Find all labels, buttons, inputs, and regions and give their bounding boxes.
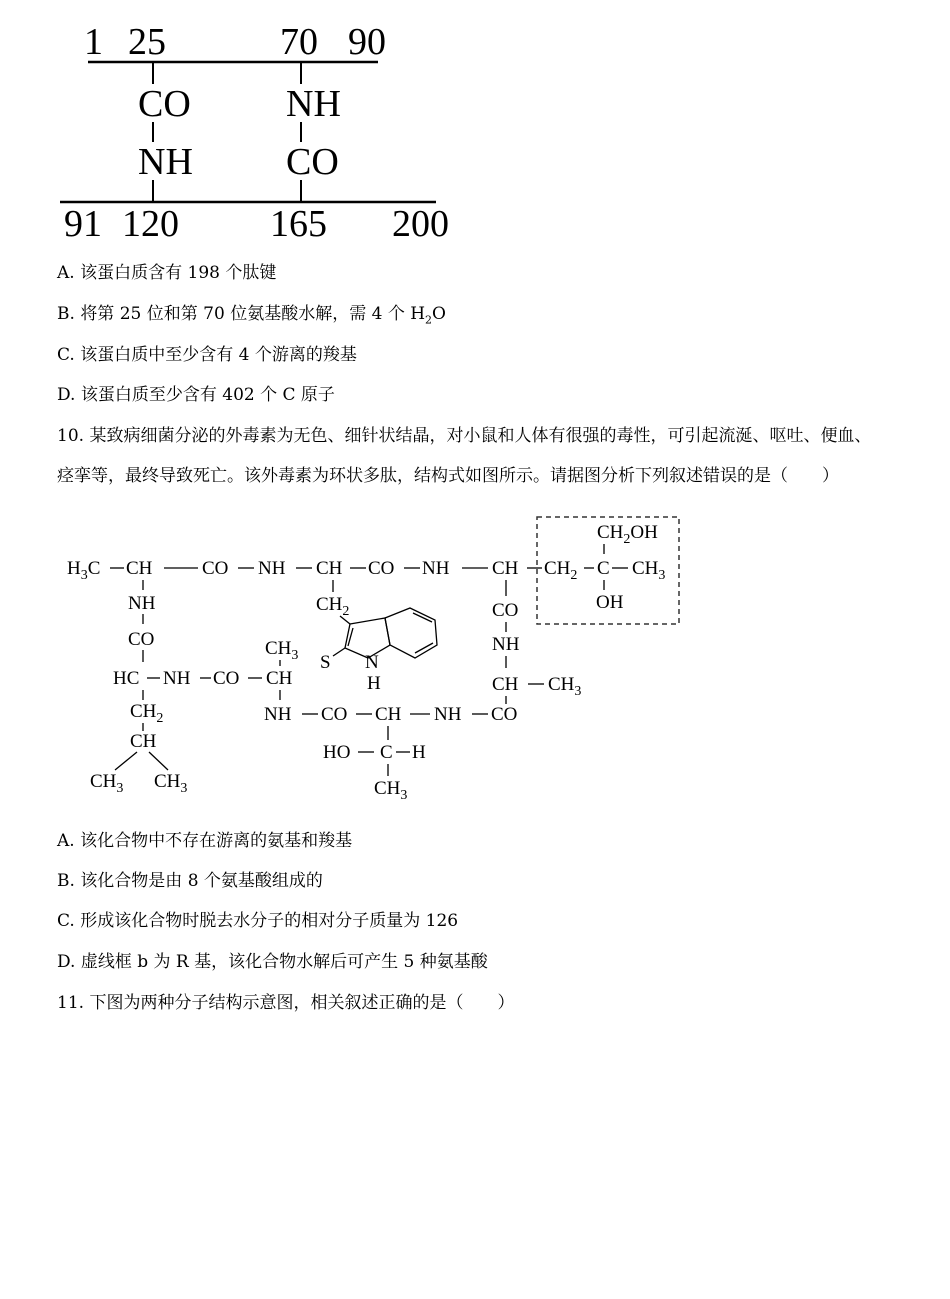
ch3-thr [374, 778, 407, 803]
co-1: CO [202, 558, 229, 579]
sub-3: 3 [400, 788, 408, 803]
co-right: CO [492, 600, 519, 621]
atom-ch: CH [90, 771, 117, 792]
q10-stem-line1: 10. 某致病细菌分泌的外毒素为无色、细针状结晶，对小鼠和人体有很强的毒性，可引起流涎、呕吐、便血、 [57, 426, 872, 446]
option-label: B. [57, 871, 75, 891]
q9-option-a [57, 262, 276, 284]
ch3-right [548, 674, 581, 699]
option-label: C. [57, 911, 75, 931]
ho-thr: HO [323, 742, 351, 763]
sub-3: 3 [180, 781, 188, 796]
atom-oh: OH [630, 522, 658, 543]
q9-option-d [57, 384, 335, 406]
q10-stem-line2: 痉挛等，最终导致死亡。该外毒素为环状多肽，结构式如图所示。请据图分析下列叙述错误的是（ ） [57, 466, 839, 486]
ch3-iso-1 [90, 771, 123, 796]
ch-3: CH [492, 558, 519, 579]
co-left: CO [128, 629, 155, 650]
bottom-number-120: 120 [122, 203, 179, 245]
option-text: 该蛋白质至少含有 402 个 C 原子 [80, 385, 335, 405]
n-atom: N [365, 652, 379, 673]
sub-2: 2 [342, 604, 350, 619]
sub-3: 3 [291, 648, 299, 663]
ch-bottom: CH [375, 704, 402, 725]
atom-h: H [67, 558, 81, 579]
bond [149, 752, 168, 770]
atom-ch: CH [632, 558, 659, 579]
atom-ch: CH [265, 638, 292, 659]
ch-row3: CH [266, 668, 293, 689]
sub-2: 2 [623, 532, 631, 547]
ch2-box [544, 558, 577, 583]
nh-left: NH [128, 593, 156, 614]
benzene-ring [385, 608, 437, 658]
nh-bottom-2: NH [434, 704, 462, 725]
option-text: 将第 25 位和第 70 位氨基酸水解，需 4 个 H [80, 304, 426, 324]
q10-option-a [57, 830, 352, 852]
atom-ch: CH [154, 771, 181, 792]
co-2: CO [368, 558, 395, 579]
oh-box: OH [596, 592, 624, 613]
option-label: D. [57, 952, 76, 972]
q10-option-b [57, 870, 323, 892]
bond [115, 752, 137, 770]
option-text: 虚线框 b 为 R 基，该化合物水解后可产生 5 种氨基酸 [80, 952, 488, 972]
option-label: C. [57, 345, 75, 365]
c-thr: C [380, 742, 393, 763]
option-label: A. [57, 263, 75, 283]
bottom-number-165: 165 [270, 203, 327, 245]
cyclic-peptide-structure [0, 500, 720, 810]
bottom-number-91: 91 [64, 203, 102, 245]
nh-bottom: NH [264, 704, 292, 725]
ch3-box [632, 558, 665, 583]
option-text: 形成该化合物时脱去水分子的相对分子质量为 126 [80, 911, 459, 931]
atom-ch: CH [130, 701, 157, 722]
top-number-70: 70 [280, 21, 318, 63]
atom-ch: CH [597, 522, 624, 543]
q9-option-b [57, 303, 446, 331]
h-atom: H [367, 673, 381, 694]
option-text: 该化合物是由 8 个氨基酸组成的 [80, 871, 323, 891]
atom-ch: CH [316, 594, 343, 615]
ch2oh-box [597, 522, 658, 547]
left-bond-nh: NH [138, 141, 193, 183]
q9-option-c [57, 344, 357, 366]
nh-1: NH [258, 558, 286, 579]
top-number-25: 25 [128, 21, 166, 63]
option-text: 该蛋白质含有 198 个肽键 [80, 263, 277, 283]
right-bond-co: CO [286, 141, 339, 183]
ch-right: CH [492, 674, 519, 695]
ch-2: CH [316, 558, 343, 579]
ch2-left [130, 701, 163, 726]
ch-iso: CH [130, 731, 157, 752]
ch-1: CH [126, 558, 153, 579]
sub-3: 3 [116, 781, 124, 796]
option-text: 该化合物中不存在游离的氨基和羧基 [80, 831, 353, 851]
q10-option-d [57, 951, 488, 973]
atom-c: C [87, 558, 101, 579]
option-text-end: O [432, 304, 446, 324]
left-bond-co: CO [138, 83, 191, 125]
co-bottom: CO [321, 704, 348, 725]
protein-structure-diagram [0, 0, 500, 250]
nh-2: NH [422, 558, 450, 579]
ch3-iso-2 [154, 771, 187, 796]
c-box: C [597, 558, 610, 579]
option-label: D. [57, 385, 76, 405]
atom-ch: CH [374, 778, 401, 799]
nh-right: NH [492, 634, 520, 655]
option-label: A. [57, 831, 75, 851]
h3c-left [67, 558, 100, 583]
right-bond-nh: NH [286, 83, 341, 125]
subscript: 2 [425, 313, 433, 327]
nh-row3: NH [163, 668, 191, 689]
option-text: 该蛋白质中至少含有 4 个游离的羧基 [80, 345, 357, 365]
top-number-1: 1 [84, 21, 103, 63]
co-row3: CO [213, 668, 240, 689]
sub-3: 3 [574, 684, 582, 699]
top-number-90: 90 [348, 21, 386, 63]
ch3-ala [265, 638, 298, 663]
q11-stem: 11. 下图为两种分子结构示意图，相关叙述正确的是（ ） [57, 993, 515, 1013]
bond [415, 643, 433, 653]
hc-left: HC [113, 668, 140, 689]
atom-ch: CH [548, 674, 575, 695]
co-bottom-2: CO [491, 704, 518, 725]
sub-2: 2 [570, 568, 578, 583]
bond [333, 648, 345, 656]
sub-3: 3 [658, 568, 666, 583]
s-atom: S [320, 652, 331, 673]
h-thr: H [412, 742, 426, 763]
q10-option-c [57, 910, 458, 932]
ch2-trp [316, 594, 349, 619]
sub-3: 3 [80, 568, 88, 583]
atom-ch: CH [544, 558, 571, 579]
sub-2: 2 [156, 711, 164, 726]
option-label: B. [57, 304, 75, 324]
bottom-number-200: 200 [392, 203, 449, 245]
